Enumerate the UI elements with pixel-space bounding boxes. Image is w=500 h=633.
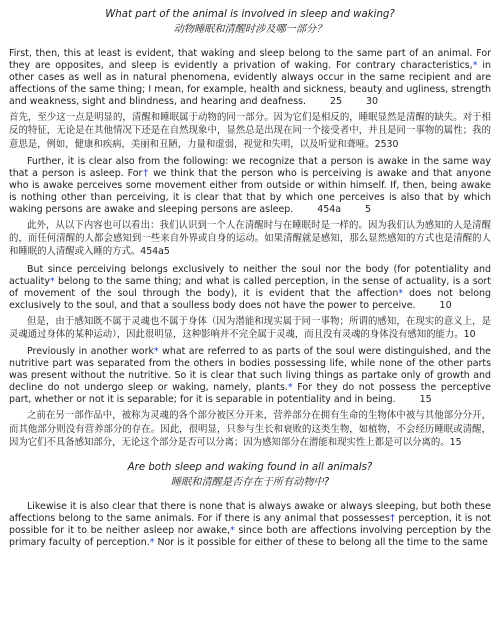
paragraph-zh: 首先，至少这一点是明显的，清醒和睡眠属于动物的同一部分。因为它们是相反的，睡眠显然是清醒的缺失。对于相反的特征，无论是在其他情况下还是在自然现象中，显然总是出现在同一个接受者中，并且是同一事物的属性；我的意思是，例如，健康和疾病，美丽和丑陋，力量和虚弱，视觉和失明，以及听觉和聋哑。2530: [9, 112, 491, 150]
footnote-marker[interactable]: *: [230, 525, 235, 537]
footnote-marker[interactable]: *: [472, 60, 478, 71]
paragraph-en: But since perceiving belongs exclusively to neither the soul nor the body (for potentiality and actuality* belong to the same thing; and what is called perception, in the sense of actuality, is a sort of movement of the soul through the body), it is evident that the affection* does not belong exclusively to the soul, and that a soulless body does not have the power to perceive. 10: [9, 263, 491, 311]
line-numbers: 25 30: [306, 96, 379, 107]
footnote-marker[interactable]: *: [149, 537, 155, 549]
line-numbers: 10: [415, 299, 452, 311]
footnote-marker[interactable]: †: [389, 513, 396, 525]
footnote-marker[interactable]: *: [153, 346, 159, 358]
paragraph-en: Further, it is clear also from the following: we recognize that a person is awake in the same way that a person is asleep. For† we think that the person who is perceiving is awake and that anyone who is awake perceives some movement either from outside or within himself. If, then, being awake is nothing other than perceiving, it is clear that that by which one perceives is also that by which waking persons are awake and sleeping persons are asleep. 454a 5: [9, 155, 492, 215]
footnote-marker[interactable]: *: [287, 382, 293, 394]
footnote-marker[interactable]: †: [142, 167, 150, 179]
section-heading-en: Are both sleep and waking found in all animals?: [127, 462, 373, 474]
paragraph-zh: 但是，由于感知既不属于灵魂也不属于身体（因为潜能和现实属于同一事物；所谓的感知，在现实的意义上，是灵魂通过身体的某种运动），因此很明显，这种影响并不完全属于灵魂，而且没有灵魂的身体没有感知的能力。10: [9, 315, 491, 341]
paragraph-zh: 此外，从以下内容也可以看出：我们认识到一个人在清醒时与在睡眠时是一样的。因为我们认为感知的人是清醒的，而任何清醒的人都会感知到一些来自外界或自身的运动。如果清醒就是感知，那么显然感知的方式也是清醒的人和睡眠的人清醒或入睡的方式。454a5: [9, 219, 491, 258]
section-heading-zh: 动物睡眠和清醒时涉及哪一部分？: [173, 24, 327, 35]
paragraph-zh: 之前在另一部作品中，被称为灵魂的各个部分被区分开来，营养部分在拥有生命的生物体中被与其他部分分开，而其他部分则没有营养部分的存在。因此，很明显，只参与生长和衰败的这类生物，如植物，不会经历睡眠或清醒，因为它们不具备感知部分，无论这个部分是否可以分离；因为感知部分在潜能和现实性上都是可以分离的。15: [9, 410, 491, 448]
section-heading-en: What part of the animal is involved in sleep and waking?: [105, 9, 395, 20]
paragraph-en: Previously in another work* what are referred to as parts of the soul were distinguished, and the nutritive part was separated from the others in bodies possessing life, while none of the other parts was present without the nutritive. So it is clear that such living things as partake only of growth and decline do not undergo sleep or waking, namely, plants.* For they do not possess the perceptive part, whether or not it is separable; for it is separable in potentiality and in being. 15: [9, 346, 491, 406]
section-heading-zh: 睡眠和清醒是否存在于所有动物中?: [170, 477, 330, 489]
line-numbers: 454a 5: [293, 203, 372, 215]
line-numbers: 15: [395, 394, 432, 406]
footnote-marker[interactable]: *: [49, 275, 55, 287]
paragraph-en: First, then, this at least is evident, that waking and sleep belong to the same part of an animal. For they are opposites, and sleep is evidently a privation of waking. For contrary characteristics,* in other cases as well as in natural phenomena, evidently always occur in the same recipient and are affections of the same thing; I mean, for example, health and sickness, beauty and ugliness, strength and weakness, sight and blindness, and hearing and deafness. 25 30: [9, 48, 491, 107]
footnote-marker[interactable]: *: [398, 287, 404, 299]
paragraph-en: Likewise it is also clear that there is none that is always awake or always sleeping, but both these affections belong to the same animals. For if there is any animal that possesses† perception, it is not possible for it to be neither asleep nor awake,* since both are affections involving perception by the primary faculty of perception.* Nor is it possible for either of these to belong all the time to the same: [9, 501, 491, 549]
